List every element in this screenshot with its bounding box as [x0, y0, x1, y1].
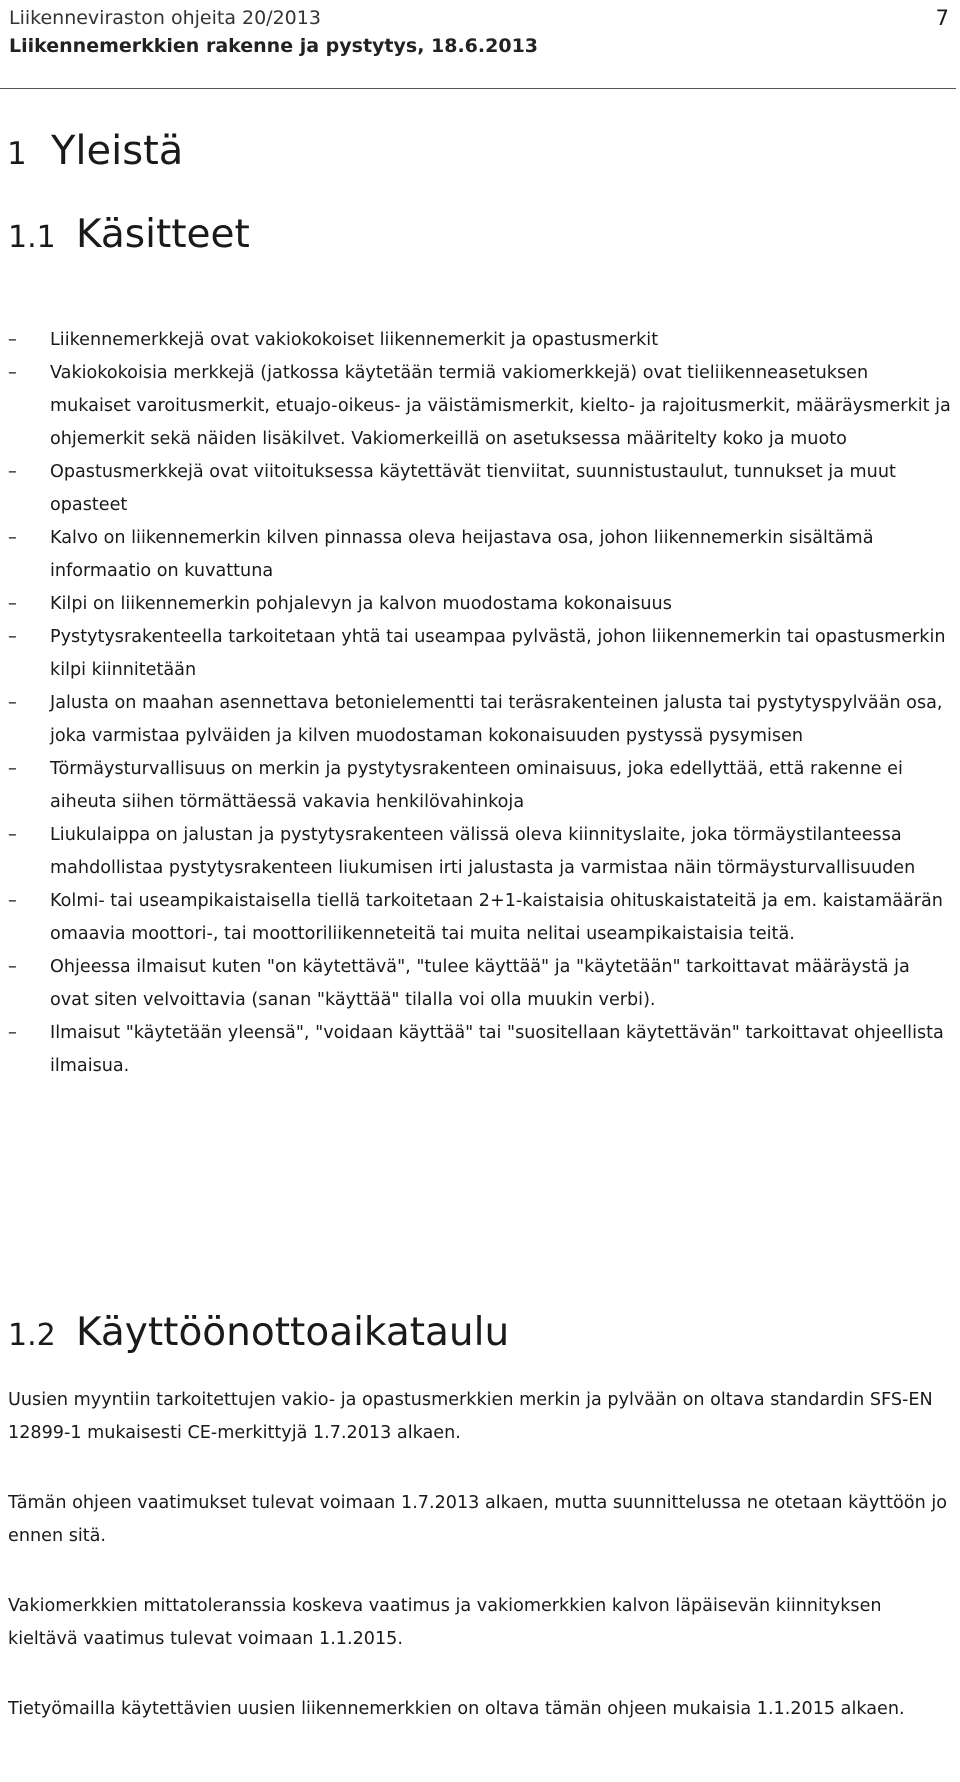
section-title-text: Käyttöönottoaikataulu — [76, 1310, 510, 1355]
running-header — [9, 4, 949, 60]
section-number: 1.2 — [8, 1318, 56, 1353]
dash-bullet: – — [8, 462, 17, 482]
paragraph: Uusien myyntiin tarkoitettujen vakio- ja opastusmerkkien merkin ja pylvään on oltava standardin SFS-EN 12899-1 mukaisesti CE-merkittyjä 1.7.2013 alkaen. — [8, 1390, 933, 1443]
section-heading-1-2 — [8, 1308, 509, 1361]
definition-text: Kilpi on liikennemerkin pohjalevyn ja kalvon muodostama kokonaisuus — [50, 594, 672, 614]
section-heading-1-1 — [8, 210, 250, 263]
list-item — [8, 456, 953, 522]
definitions-list — [8, 324, 953, 1083]
list-item — [8, 951, 953, 1017]
definition-text: Liukulaippa on jalustan ja pystytysrakenteen välissä oleva kiinnityslaite, joka törmäystilanteessa mahdollistaa pystytysrakenteen liukumisen irti jalustasta ja varmistaa näin törmäysturvallisuuden — [50, 825, 916, 878]
section-title-text: Käsitteet — [76, 212, 250, 257]
list-item — [8, 819, 953, 885]
section-number: 1.1 — [8, 220, 56, 255]
definition-text: Pystytysrakenteella tarkoitetaan yhtä tai useampaa pylvästä, johon liikennemerkin tai opastusmerkin kilpi kiinnitetään — [50, 627, 946, 680]
dash-bullet: – — [8, 825, 17, 845]
list-item — [8, 1017, 953, 1083]
section-title-text: Yleistä — [51, 128, 184, 174]
dash-bullet: – — [8, 627, 17, 647]
header-divider — [0, 88, 956, 89]
definition-text: Jalusta on maahan asennettava betonielementti tai teräsrakenteinen jalusta tai pystytyspylvään osa, joka varmistaa pylväiden ja kilven muodostaman kokonaisuuden pystyssä pysymisen — [50, 693, 943, 746]
list-item — [8, 753, 953, 819]
page-number: 7 — [935, 6, 949, 30]
list-item — [8, 324, 953, 357]
paragraph: Vakiomerkkien mittatoleranssia koskeva vaatimus ja vakiomerkkien kalvon läpäisevän kiinnityksen kieltävä vaatimus tulevat voimaan 1.1.2015. — [8, 1596, 882, 1649]
list-item — [8, 687, 953, 753]
definition-text: Vakiokokoisia merkkejä (jatkossa käytetään termiä vakiomerkkejä) ovat tieliikenneasetuksen mukaiset varoitusmerkit, etuajo-oikeus- ja väistämismerkit, kielto- ja rajoitusmerkit, määräysmerkit ja ohjemerkit sekä näiden lisäkilvet. Vakiomerkeillä on asetuksessa määritelty koko ja muoto — [50, 363, 951, 449]
definition-text: Kalvo on liikennemerkin kilven pinnassa oleva heijastava osa, johon liikennemerkin sisältämä informaatio on kuvattuna — [50, 528, 874, 581]
list-item — [8, 588, 953, 621]
list-item — [8, 621, 953, 687]
section-heading-1 — [7, 126, 183, 179]
dash-bullet: – — [8, 330, 17, 350]
section-number: 1 — [7, 136, 27, 172]
definition-text: Ohjeessa ilmaisut kuten "on käytettävä", "tulee käyttää" ja "käytetään" tarkoittavat määräystä ja ovat siten velvoittavia (sanan "käyttää" tilalla voi olla muukin verbi). — [50, 957, 910, 1010]
dash-bullet: – — [8, 891, 17, 911]
publication-series: Liikenneviraston ohjeita 20/2013 — [9, 7, 321, 29]
dash-bullet: – — [8, 693, 17, 713]
paragraph: Tietyömailla käytettävien uusien liikennemerkkien on oltava tämän ohjeen mukaisia 1.1.2015 alkaen. — [8, 1699, 905, 1719]
definition-text: Ilmaisut "käytetään yleensä", "voidaan käyttää" tai "suositellaan käytettävän" tarkoittavat ohjeellista ilmaisua. — [50, 1023, 944, 1076]
definition-text: Liikennemerkkejä ovat vakiokokoiset liikennemerkit ja opastusmerkit — [50, 330, 659, 350]
dash-bullet: – — [8, 1023, 17, 1043]
dash-bullet: – — [8, 759, 17, 779]
dash-bullet: – — [8, 594, 17, 614]
dash-bullet: – — [8, 957, 17, 977]
list-item — [8, 885, 953, 951]
definition-text: Kolmi- tai useampikaistaisella tiellä tarkoitetaan 2+1-kaistaisia ohituskaistateitä ja em. kaistamäärän omaavia moottori-, tai moottoriliikenneteitä tai muita nelitai useampikaistaisia teitä. — [50, 891, 943, 944]
paragraph: Tämän ohjeen vaatimukset tulevat voimaan 1.7.2013 alkaen, mutta suunnittelussa ne otetaan käyttöön jo ennen sitä. — [8, 1493, 947, 1546]
document-title: Liikennemerkkien rakenne ja pystytys, 18.6.2013 — [9, 35, 539, 57]
dash-bullet: – — [8, 528, 17, 548]
definition-text: Opastusmerkkejä ovat viitoituksessa käytettävät tienviitat, suunnistustaulut, tunnukset ja muut opasteet — [50, 462, 896, 515]
dash-bullet: – — [8, 363, 17, 383]
definition-text: Törmäysturvallisuus on merkin ja pystytysrakenteen ominaisuus, joka edellyttää, että rakenne ei aiheuta siihen törmättäessä vakavia henkilövahinkoja — [50, 759, 903, 812]
list-item — [8, 522, 953, 588]
list-item — [8, 357, 953, 456]
